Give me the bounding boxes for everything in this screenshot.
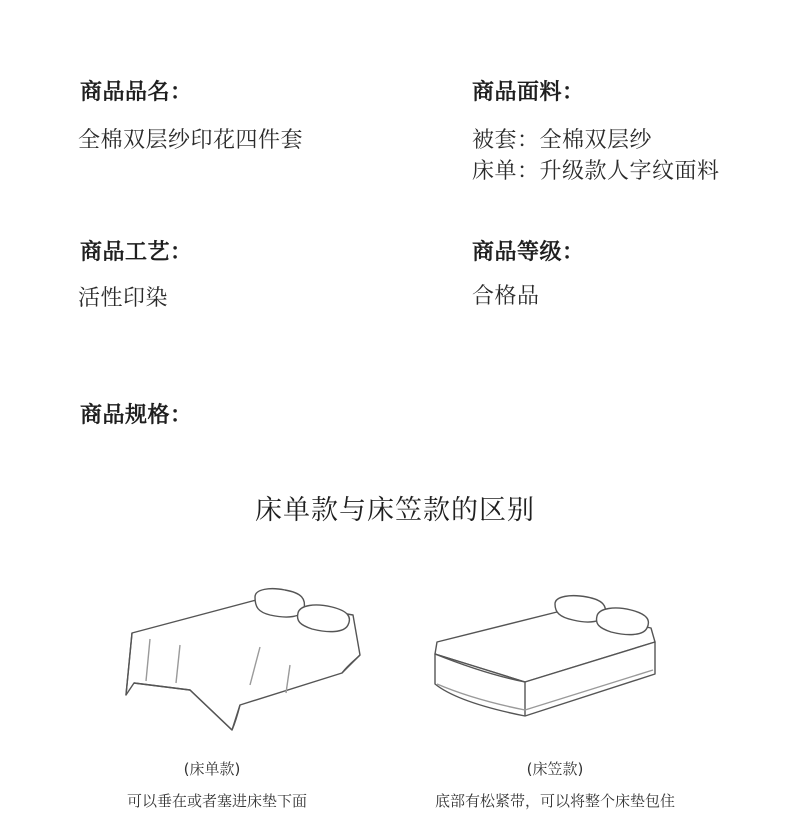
comparison-title: 床单款与床笠款的区别 [255, 495, 535, 526]
spec-label: 商品规格： [80, 403, 193, 428]
flat-sheet-bed-illustration [110, 585, 380, 745]
fabric-label: 商品面料： [472, 80, 585, 105]
fitted-sheet-description: 底部有松紧带，可以将整个床垫包住 [434, 792, 675, 810]
fabric-line-duvet: 被套：全棉双层纱 [472, 128, 653, 153]
fabric-line-sheet: 床单：升级款人字纹面料 [472, 159, 720, 184]
craft-value: 活性印染 [78, 286, 169, 311]
product-name-label: 商品品名： [80, 80, 193, 105]
flat-sheet-description: 可以垂在或者塞进床垫下面 [126, 792, 307, 810]
product-name-value: 全棉双层纱印花四件套 [78, 128, 304, 153]
flat-sheet-caption: (床单款) [183, 760, 241, 778]
grade-label: 商品等级： [472, 240, 585, 265]
grade-value: 合格品 [472, 284, 540, 309]
fitted-sheet-bed-illustration [425, 592, 665, 722]
fitted-sheet-caption: (床笠款) [526, 760, 584, 778]
craft-label: 商品工艺： [80, 240, 193, 265]
